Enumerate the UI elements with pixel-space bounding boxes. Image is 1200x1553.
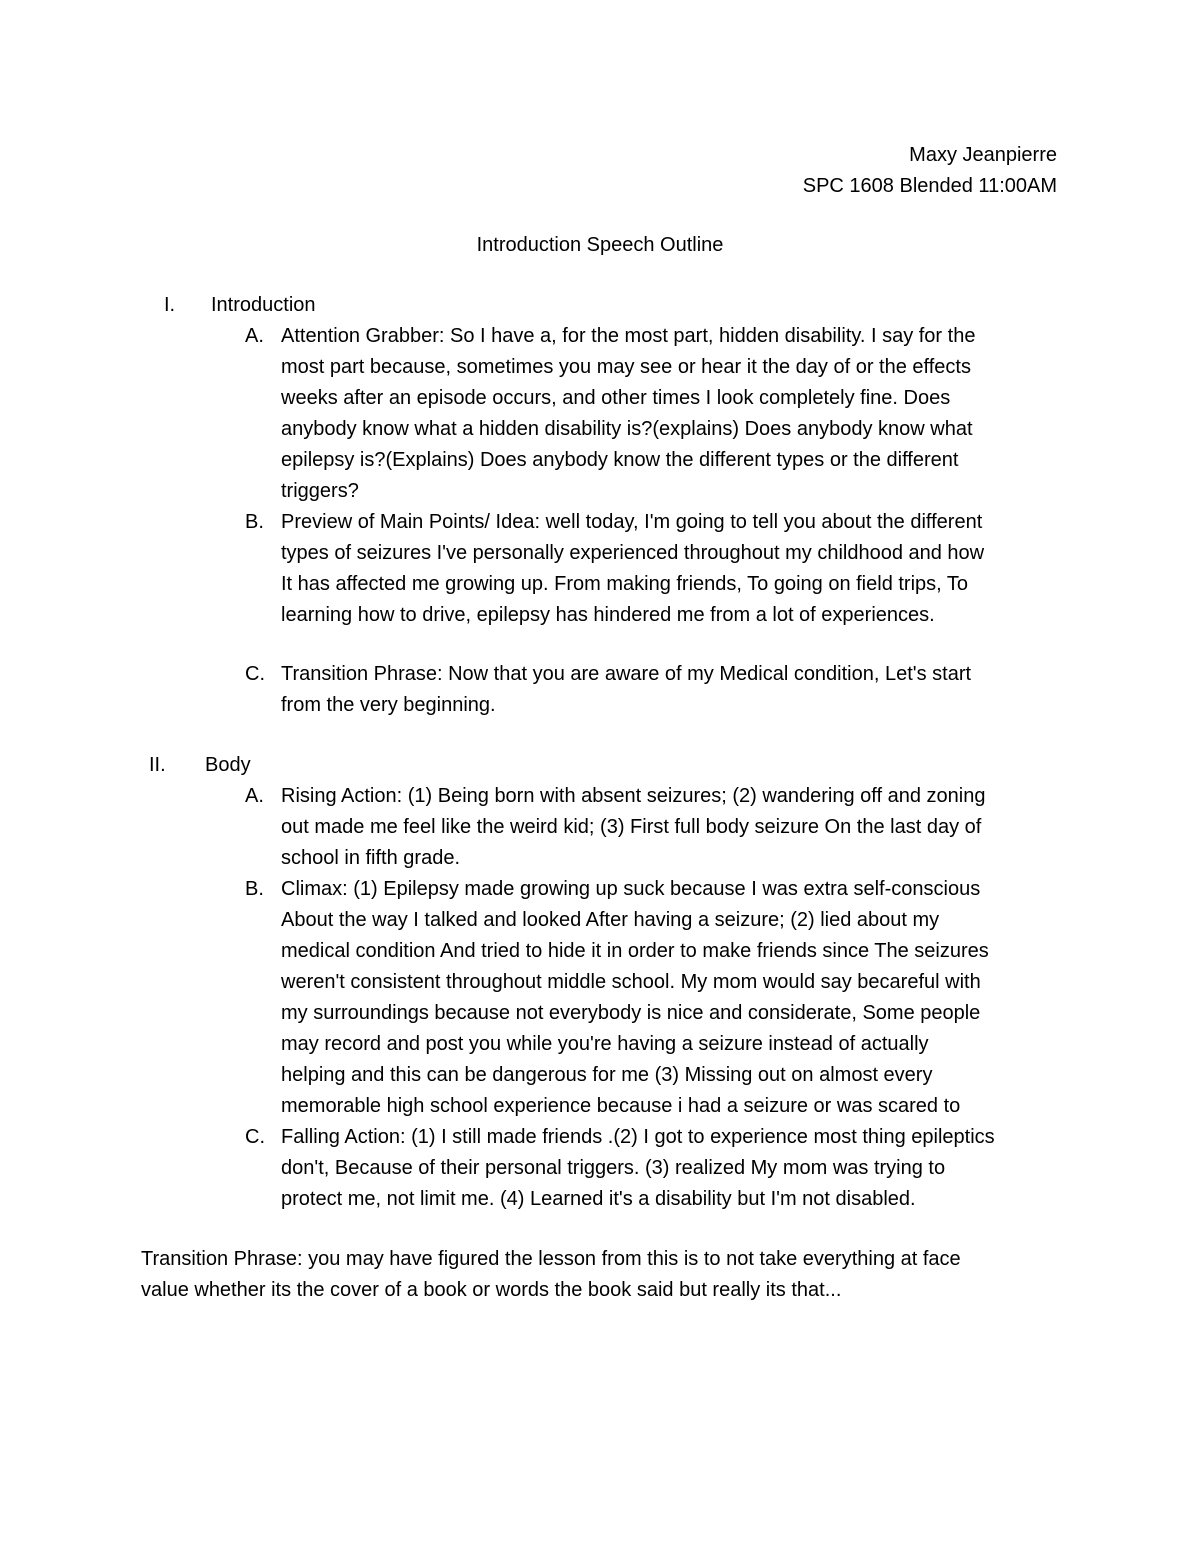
text-line: school in fifth grade.	[281, 847, 460, 869]
author-name: Maxy Jeanpierre	[909, 144, 1057, 166]
text-line: epilepsy is?(Explains) Does anybody know the different types or the different	[281, 449, 959, 471]
text-line: my surroundings because not everybody is nice and considerate, Some people	[281, 1002, 981, 1024]
text-line: weeks after an episode occurs, and other times I look completely fine. Does	[281, 387, 951, 409]
item-text	[281, 1122, 1061, 1215]
text-line: Preview of Main Points/ Idea: well today, I'm going to tell you about the different	[281, 511, 983, 533]
item-text	[281, 781, 1061, 874]
text-line: protect me, not limit me. (4) Learned it's a disability but I'm not disabled.	[281, 1188, 916, 1210]
text-line: Attention Grabber: So I have a, for the most part, hidden disability. I say for the	[281, 325, 976, 347]
section-numeral: I.	[164, 294, 176, 316]
item-text	[281, 659, 1061, 721]
course-info: SPC 1608 Blended 11:00AM	[802, 175, 1057, 197]
outline-item-rising-action	[0, 781, 1200, 874]
text-line: Transition Phrase: you may have figured the lesson from this is to not take everything at face	[141, 1248, 961, 1270]
item-letter: A.	[245, 325, 264, 347]
item-letter: B.	[245, 511, 264, 533]
outline-item-transition	[0, 659, 1200, 721]
item-text	[281, 874, 1061, 1122]
text-line: medical condition And tried to hide it in order to make friends since The seizures	[281, 940, 989, 962]
outline-item-climax	[0, 874, 1200, 1122]
text-line: About the way I talked and looked After having a seizure; (2) lied about my	[281, 909, 940, 931]
outline-item-attention-grabber	[0, 321, 1200, 507]
section-numeral: II.	[149, 754, 166, 776]
text-line: value whether its the cover of a book or words the book said but really its that...	[141, 1279, 842, 1301]
outline-item-preview	[0, 507, 1200, 631]
text-line: It has affected me growing up. From making friends, To going on field trips, To	[281, 573, 969, 595]
section-heading	[0, 750, 1200, 781]
item-letter: A.	[245, 785, 264, 807]
text-line: most part because, sometimes you may see or hear it the day of or the effects	[281, 356, 971, 378]
text-line: out made me feel like the weird kid; (3) First full body seizure On the last day of	[281, 816, 982, 838]
text-line: types of seizures I've personally experienced throughout my childhood and how	[281, 542, 985, 564]
item-text	[281, 507, 1061, 631]
section-title: Introduction	[211, 294, 316, 316]
document-header	[803, 140, 1057, 202]
text-line: Falling Action: (1) I still made friends .(2) I got to experience most thing epileptics	[281, 1126, 995, 1148]
text-line: may record and post you while you're having a seizure instead of actually	[281, 1033, 929, 1055]
section-title: Body	[205, 754, 251, 776]
text-line: Climax: (1) Epilepsy made growing up suck because I was extra self-conscious	[281, 878, 981, 900]
item-text	[281, 321, 1061, 507]
text-line: anybody know what a hidden disability is?(explains) Does anybody know what	[281, 418, 973, 440]
section-introduction	[0, 290, 1200, 721]
item-letter: C.	[245, 1126, 265, 1148]
item-letter: C.	[245, 663, 265, 685]
closing-transition	[141, 1244, 1061, 1306]
text-line: don't, Because of their personal triggers. (3) realized My mom was trying to	[281, 1157, 946, 1179]
text-line: helping and this can be dangerous for me (3) Missing out on almost every	[281, 1064, 933, 1086]
text-line: Rising Action: (1) Being born with absent seizures; (2) wandering off and zoning	[281, 785, 986, 807]
text-line: Transition Phrase: Now that you are aware of my Medical condition, Let's start	[281, 663, 972, 685]
section-body	[0, 750, 1200, 1215]
document-title: Introduction Speech Outline	[476, 234, 724, 256]
text-line: memorable high school experience because i had a seizure or was scared to	[281, 1095, 961, 1117]
text-line: weren't consistent throughout middle school. My mom would say becareful with	[281, 971, 981, 993]
section-heading	[0, 290, 1200, 321]
text-line: learning how to drive, epilepsy has hindered me from a lot of experiences.	[281, 604, 935, 626]
item-letter: B.	[245, 878, 264, 900]
outline-item-falling-action	[0, 1122, 1200, 1215]
text-line: from the very beginning.	[281, 694, 496, 716]
text-line: triggers?	[281, 480, 359, 502]
